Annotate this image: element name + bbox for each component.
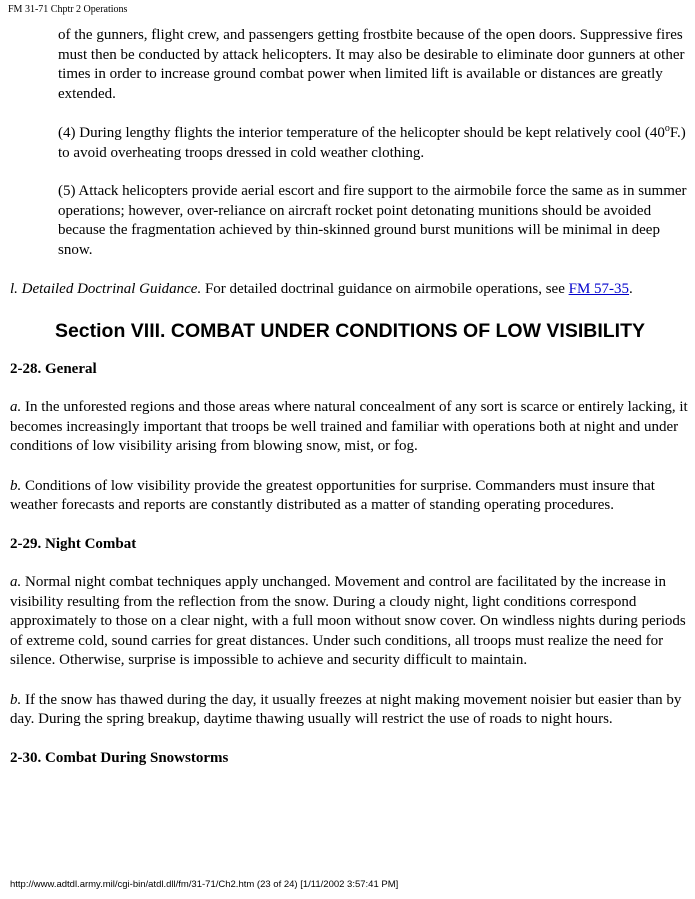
degree-superscript: o [664,123,670,134]
paragraph-2-29-a [10,573,690,671]
label-a: a. [10,574,22,590]
paragraph-2-28-a [10,398,690,457]
page-footer: http://www.adtdl.army.mil/cgi-bin/atdl.dll/fm/31-71/Ch2.htm (23 of 24) [1/11/2002 3:57:41 PM] [10,879,399,890]
paragraph-4 [58,124,690,163]
label-b: b. [10,477,22,494]
paragraph-l-text: For detailed doctrinal guidance on airmobile operations, see [201,281,569,297]
paragraph-2-28-b [10,477,690,516]
paragraph-l-label: l. Detailed Doctrinal Guidance. [10,281,202,297]
fm-57-35-link[interactable]: FM 57-35 [568,281,630,297]
paragraph-4-pre: (4) During lengthy flights the interior temperature of the helicopter should be kept relatively cool (40 [58,125,665,141]
paragraph-l [10,280,690,300]
paragraph-2-29-a-text: Normal night combat techniques apply unchanged. Movement and control are facilitated by the increase in visibility resulting from the reflection from the snow. During a cloudy night, light conditions correspond approximately to those on a clear night, with a full moon without snow cover. On windless nights during periods of extreme cold, sound carries for great distances. Under such conditions, all troops must realize the need for silence. Otherwise, surprise is impossible to achieve and security difficult to maintain. [10,574,686,668]
paragraph-l-end: . [629,281,633,297]
page-header: FM 31-71 Chptr 2 Operations [8,4,128,15]
label-a: a. [10,399,22,415]
heading-2-30: 2-30. Combat During Snowstorms [10,749,229,766]
paragraph-continued: of the gunners, flight crew, and passengers getting frostbite because of the open doors. Suppressive fires must then be conducted by attack helicopters. It may also be desirable to eliminate door gunners at other times in order to increase ground combat power when limited lift is available or distances are greatly extended. [58,27,685,102]
heading-2-28: 2-28. General [10,360,97,377]
label-b: b. [10,691,22,708]
paragraph-2-29-b [10,691,690,730]
paragraph-5: (5) Attack helicopters provide aerial escort and fire support to the airmobile force the same as in summer operations; however, over-reliance on aircraft rocket point detonating munitions should be avoided because the fragmentation achieved by thin-skinned ground burst munitions will be minimal in deep snow. [58,183,687,258]
paragraph-2-29-b-text: If the snow has thawed during the day, it usually freezes at night making movement noisier but easier than by day. During the spring breakup, daytime thawing usually will restrict the use of roads to night hours. [10,691,682,727]
paragraph-2-28-b-text: Conditions of low visibility provide the greatest opportunities for surprise. Commanders must insure that weather forecasts and reports are constantly distributed as a matter of standing operating procedures. [10,477,655,513]
paragraph-4-post: F.) to avoid overheating troops dressed in cold weather clothing. [58,125,686,161]
paragraph-2-28-a-text: In the unforested regions and those areas where natural concealment of any sort is scarce or entirely lacking, it becomes increasingly important that troops be well trained and familiar with operations both at night and under conditions of low visibility arising from blowing snow, mist, or fog. [10,399,688,454]
heading-2-29: 2-29. Night Combat [10,535,137,552]
document-body [10,24,690,768]
section-title: Section VIII. COMBAT UNDER CONDITIONS OF LOW VISIBILITY [54,319,646,342]
